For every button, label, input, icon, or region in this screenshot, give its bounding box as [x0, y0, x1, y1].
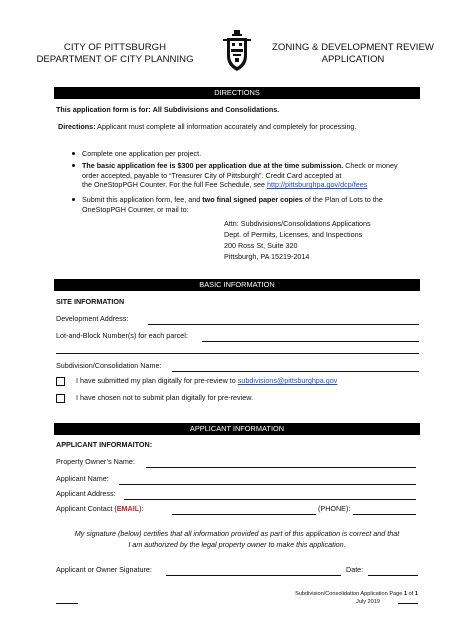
applies-to-line: [56, 105, 436, 115]
footer-page-info: [230, 590, 418, 606]
footer-initials-line-left: [56, 603, 78, 604]
signature-field[interactable]: [166, 575, 341, 576]
applies-label: This application form is for:: [56, 105, 151, 114]
owner-name-field[interactable]: [146, 467, 416, 468]
basic-info-bar: BASIC INFORMATION: [54, 279, 420, 291]
applicant-email-field[interactable]: [172, 514, 316, 515]
directions-line: [58, 122, 438, 132]
directions-bar: DIRECTIONS: [54, 87, 420, 99]
city-seal-icon: [221, 30, 253, 72]
certify-line-2: I am authorized by the legal property owner to make this application.: [128, 540, 346, 549]
address-line-2: Dept. of Permits, Licenses, and Inspections: [224, 230, 363, 239]
footer-date: July 2019: [356, 599, 380, 605]
fee-bold-text: The basic application fee is $300 per application due at the time submission.: [82, 161, 344, 170]
bullet-dot-2: [72, 164, 75, 167]
applies-value: All Subdivisions and Consolidations.: [152, 105, 280, 114]
digital-review-checkbox[interactable]: [56, 377, 65, 386]
applicant-info-bar: APPLICANT INFORMATION: [54, 423, 420, 435]
bullet-2: [82, 161, 422, 190]
address-line-3: 200 Ross St, Suite 320: [224, 241, 298, 250]
contact-close-text: ):: [139, 504, 144, 513]
mail-address: [224, 218, 444, 262]
lot-block-label: Lot-and-Block Number(s) for each parcel:: [56, 331, 188, 340]
submit-line-2: OneStopPGH Counter, or mail to:: [82, 204, 189, 214]
date-field[interactable]: [368, 575, 418, 576]
header-org-line2: DEPARTMENT OF CITY PLANNING: [36, 53, 194, 65]
dev-address-label: Development Address:: [56, 314, 129, 323]
footer-page-text: Subdivision/Consolidation Application Page: [295, 591, 403, 597]
directions-label: Directions:: [58, 122, 96, 131]
footer-of: of: [408, 591, 414, 597]
phone-label: (PHONE):: [318, 504, 351, 513]
subdiv-name-field[interactable]: [172, 371, 419, 372]
applicant-phone-field[interactable]: [353, 514, 416, 515]
certify-line-1: My signature (below) certifies that all information provided as part of this application is correct and that: [74, 529, 400, 538]
subdiv-name-label: Subdivision/Consolidation Name:: [56, 361, 162, 370]
fee-line-3: the OneStopPGH Counter. For the full Fee Schedule, see: [82, 180, 265, 190]
bullet-dot-3: [72, 198, 75, 201]
applicant-contact-label: [56, 504, 143, 514]
header-right: [258, 42, 448, 65]
no-digital-review-checkbox[interactable]: [56, 394, 65, 403]
contact-label-text: Applicant Contact (: [56, 504, 117, 513]
digital-review-text: [76, 376, 416, 386]
address-line-4: Pittsburgh, PA 15219-2014: [224, 252, 310, 261]
certification-text: [44, 528, 430, 550]
header-org-line1: CITY OF PITTSBURGH: [63, 42, 167, 53]
applicant-name-label: Applicant Name:: [56, 474, 109, 483]
date-label: Date:: [346, 565, 364, 574]
header-title-line2: APPLICATION: [321, 53, 385, 65]
footer-initials-line-right: [398, 603, 418, 604]
submit-text-a: Submit this application form, fee, and: [82, 195, 201, 204]
applicant-address-field[interactable]: [124, 499, 416, 500]
applicant-info-title: APPLICANT INFORMAITON:: [56, 440, 153, 449]
site-info-title: SITE INFORMATION: [56, 297, 125, 306]
owner-name-label: Property Owner’s Name:: [56, 457, 135, 466]
applicant-address-label: Applicant Address:: [56, 489, 116, 498]
fee-line-2: order accepted, payable to “Treasurer City of Pittsburgh”. Credit Card accepted at: [82, 170, 342, 180]
signature-label: Applicant or Owner Signature:: [56, 565, 152, 574]
applicant-name-field[interactable]: [119, 484, 416, 485]
header-title-line1: ZONING & DEVELOPMENT REVIEW: [272, 42, 434, 53]
footer-page-total: 1: [414, 591, 418, 597]
fee-schedule-link[interactable]: http://pittsburghpa.gov/dcp/fees: [267, 180, 368, 190]
bullet-3: [82, 195, 422, 214]
submit-text-b: of the Plan of Lots to the: [304, 195, 383, 204]
submit-bold-text: two final signed paper copies: [202, 195, 303, 204]
lot-block-field-2[interactable]: [56, 353, 419, 354]
bullet-dot-1: [72, 152, 75, 155]
footer-page-num: 1: [403, 591, 408, 597]
email-label: EMAIL: [116, 504, 140, 513]
address-line-1: Attn: Subdivisions/Consolidations Applications: [224, 219, 371, 228]
no-digital-review-text: I have chosen not to submit plan digitally for pre-review.: [76, 393, 253, 402]
bullet-1-text: Complete one application per project.: [82, 149, 202, 158]
lot-block-field[interactable]: [202, 341, 419, 342]
check1-text: I have submitted my plan digitally for pre-review to: [76, 376, 236, 385]
fee-rest-text: Check or money: [343, 161, 398, 170]
directions-text: Applicant must complete all information accurately and completely for processing.: [97, 122, 357, 131]
header-left: [20, 42, 210, 65]
dev-address-field[interactable]: [148, 324, 419, 325]
subdivisions-email-link[interactable]: subdivisions@pittsburghpa.gov: [237, 376, 338, 385]
